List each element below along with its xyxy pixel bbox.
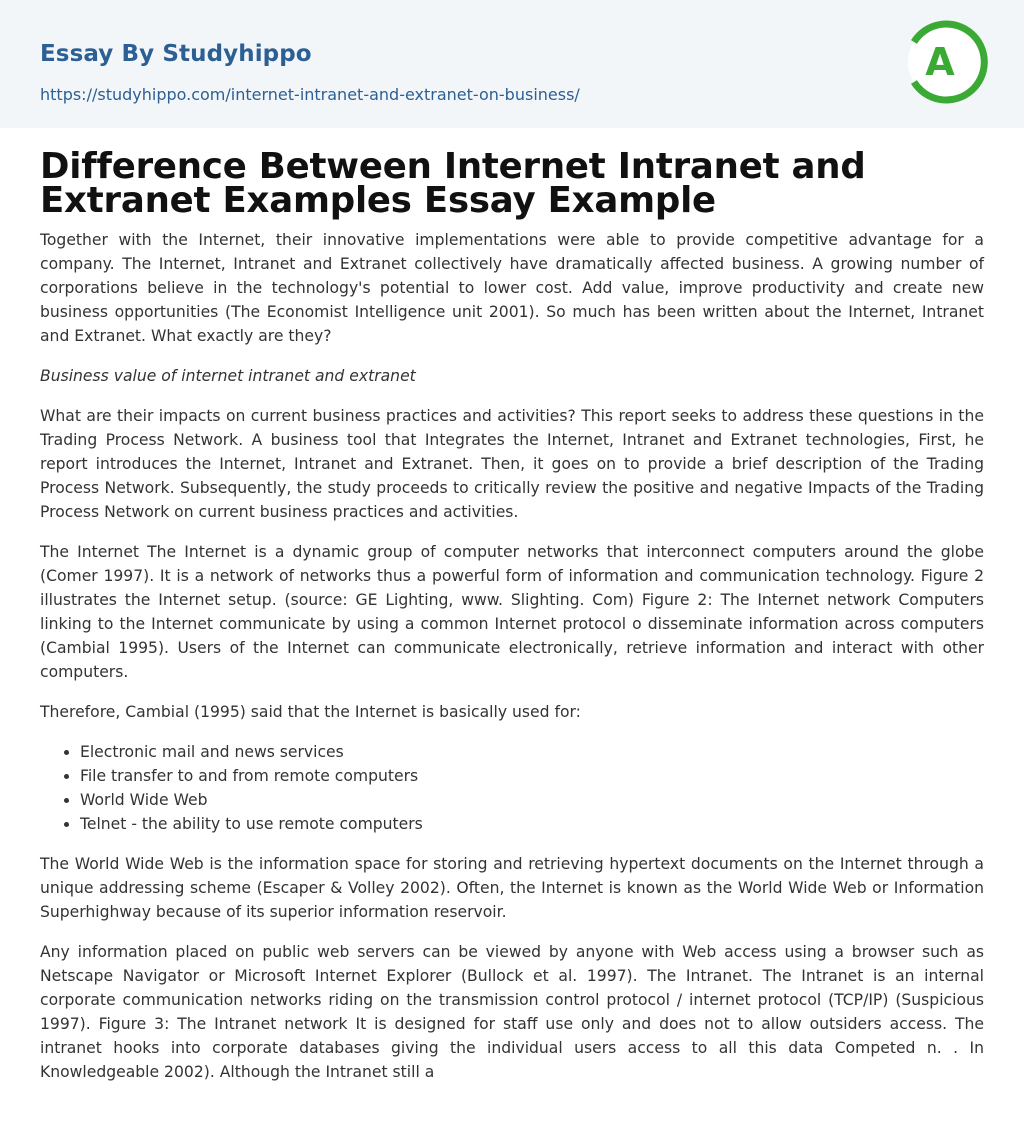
page-title: Difference Between Internet Intranet and Extranet Examples Essay Example	[40, 146, 866, 221]
section-subheading: Business value of internet intranet and extranet	[40, 367, 416, 385]
paragraph-3: The Internet The Internet is a dynamic group of computer networks that interconnect computers around the globe (Comer 1997). It is a network of networks thus a powerful form of information and communication technology. Figure 2 illustrates the Internet setup. (source: GE Lighting, www. Slighting. Com) Figure 2: The Internet network Computers linking to the Internet communicate by using a common Internet protocol o disseminate information across computers (Cambial 1995). Users of the Internet can communicate electronically, retrieve information and interact with other computers.	[40, 543, 984, 681]
paragraph-5: The World Wide Web is the information space for storing and retrieving hypertext documents on the Internet through a unique addressing scheme (Escaper & Volley 2002). Often, the Internet is known as the World Wide Web or Information Superhighway because of its superior information reservoir.	[40, 855, 984, 921]
uses-list	[40, 740, 984, 836]
paragraph-1: Together with the Internet, their innovative implementations were able to provide competitive advantage for a company. The Internet, Intranet and Extranet collectively have dramatically affected business. A growing number of corporations believe in the technology's potential to lower cost. Add value, improve productivity and create new business opportunities (The Economist Intelligence unit 2001). So much has been written about the Internet, Intranet and Extranet. What exactly are they?	[40, 231, 984, 345]
site-header	[0, 0, 1024, 128]
list-item: • World Wide Web	[80, 788, 984, 812]
studyhippo-logo-icon[interactable]	[908, 18, 988, 106]
essay-body	[40, 228, 984, 1100]
list-item: • Telnet - the ability to use remote computers	[80, 812, 984, 836]
paragraph-4: Therefore, Cambial (1995) said that the Internet is basically used for:	[40, 703, 581, 721]
list-item: • Electronic mail and news services	[80, 740, 984, 764]
paragraph-6: Any information placed on public web servers can be viewed by anyone with Web access using a browser such as Netscape Navigator or Microsoft Internet Explorer (Bullock et al. 1997). The Intranet. The Intranet is an internal corporate communication networks riding on the transmission control protocol / internet protocol (TCP/IP) (Suspicious 1997). Figure 3: The Intranet network It is designed for staff use only and does not to allow outsiders access. The intranet hooks into corporate databases giving the individual users access to all this data Competed n. . In Knowledgeable 2002). Although the Intranet still a	[40, 943, 984, 1081]
list-item: • File transfer to and from remote computers	[80, 764, 984, 788]
logo-letter: A	[925, 40, 955, 84]
source-url-link[interactable]: https://studyhippo.com/internet-intranet-and-extranet-on-business/	[40, 85, 580, 104]
site-brand[interactable]: Essay By Studyhippo	[40, 41, 312, 67]
paragraph-2: What are their impacts on current business practices and activities? This report seeks to address these questions in the Trading Process Network. A business tool that Integrates the Internet, Intranet and Extranet technologies, First, he report introduces the Internet, Intranet and Extranet. Then, it goes on to provide a brief description of the Trading Process Network. Subsequently, the study proceeds to critically review the positive and negative Impacts of the Trading Process Network on current business practices and activities.	[40, 407, 984, 521]
